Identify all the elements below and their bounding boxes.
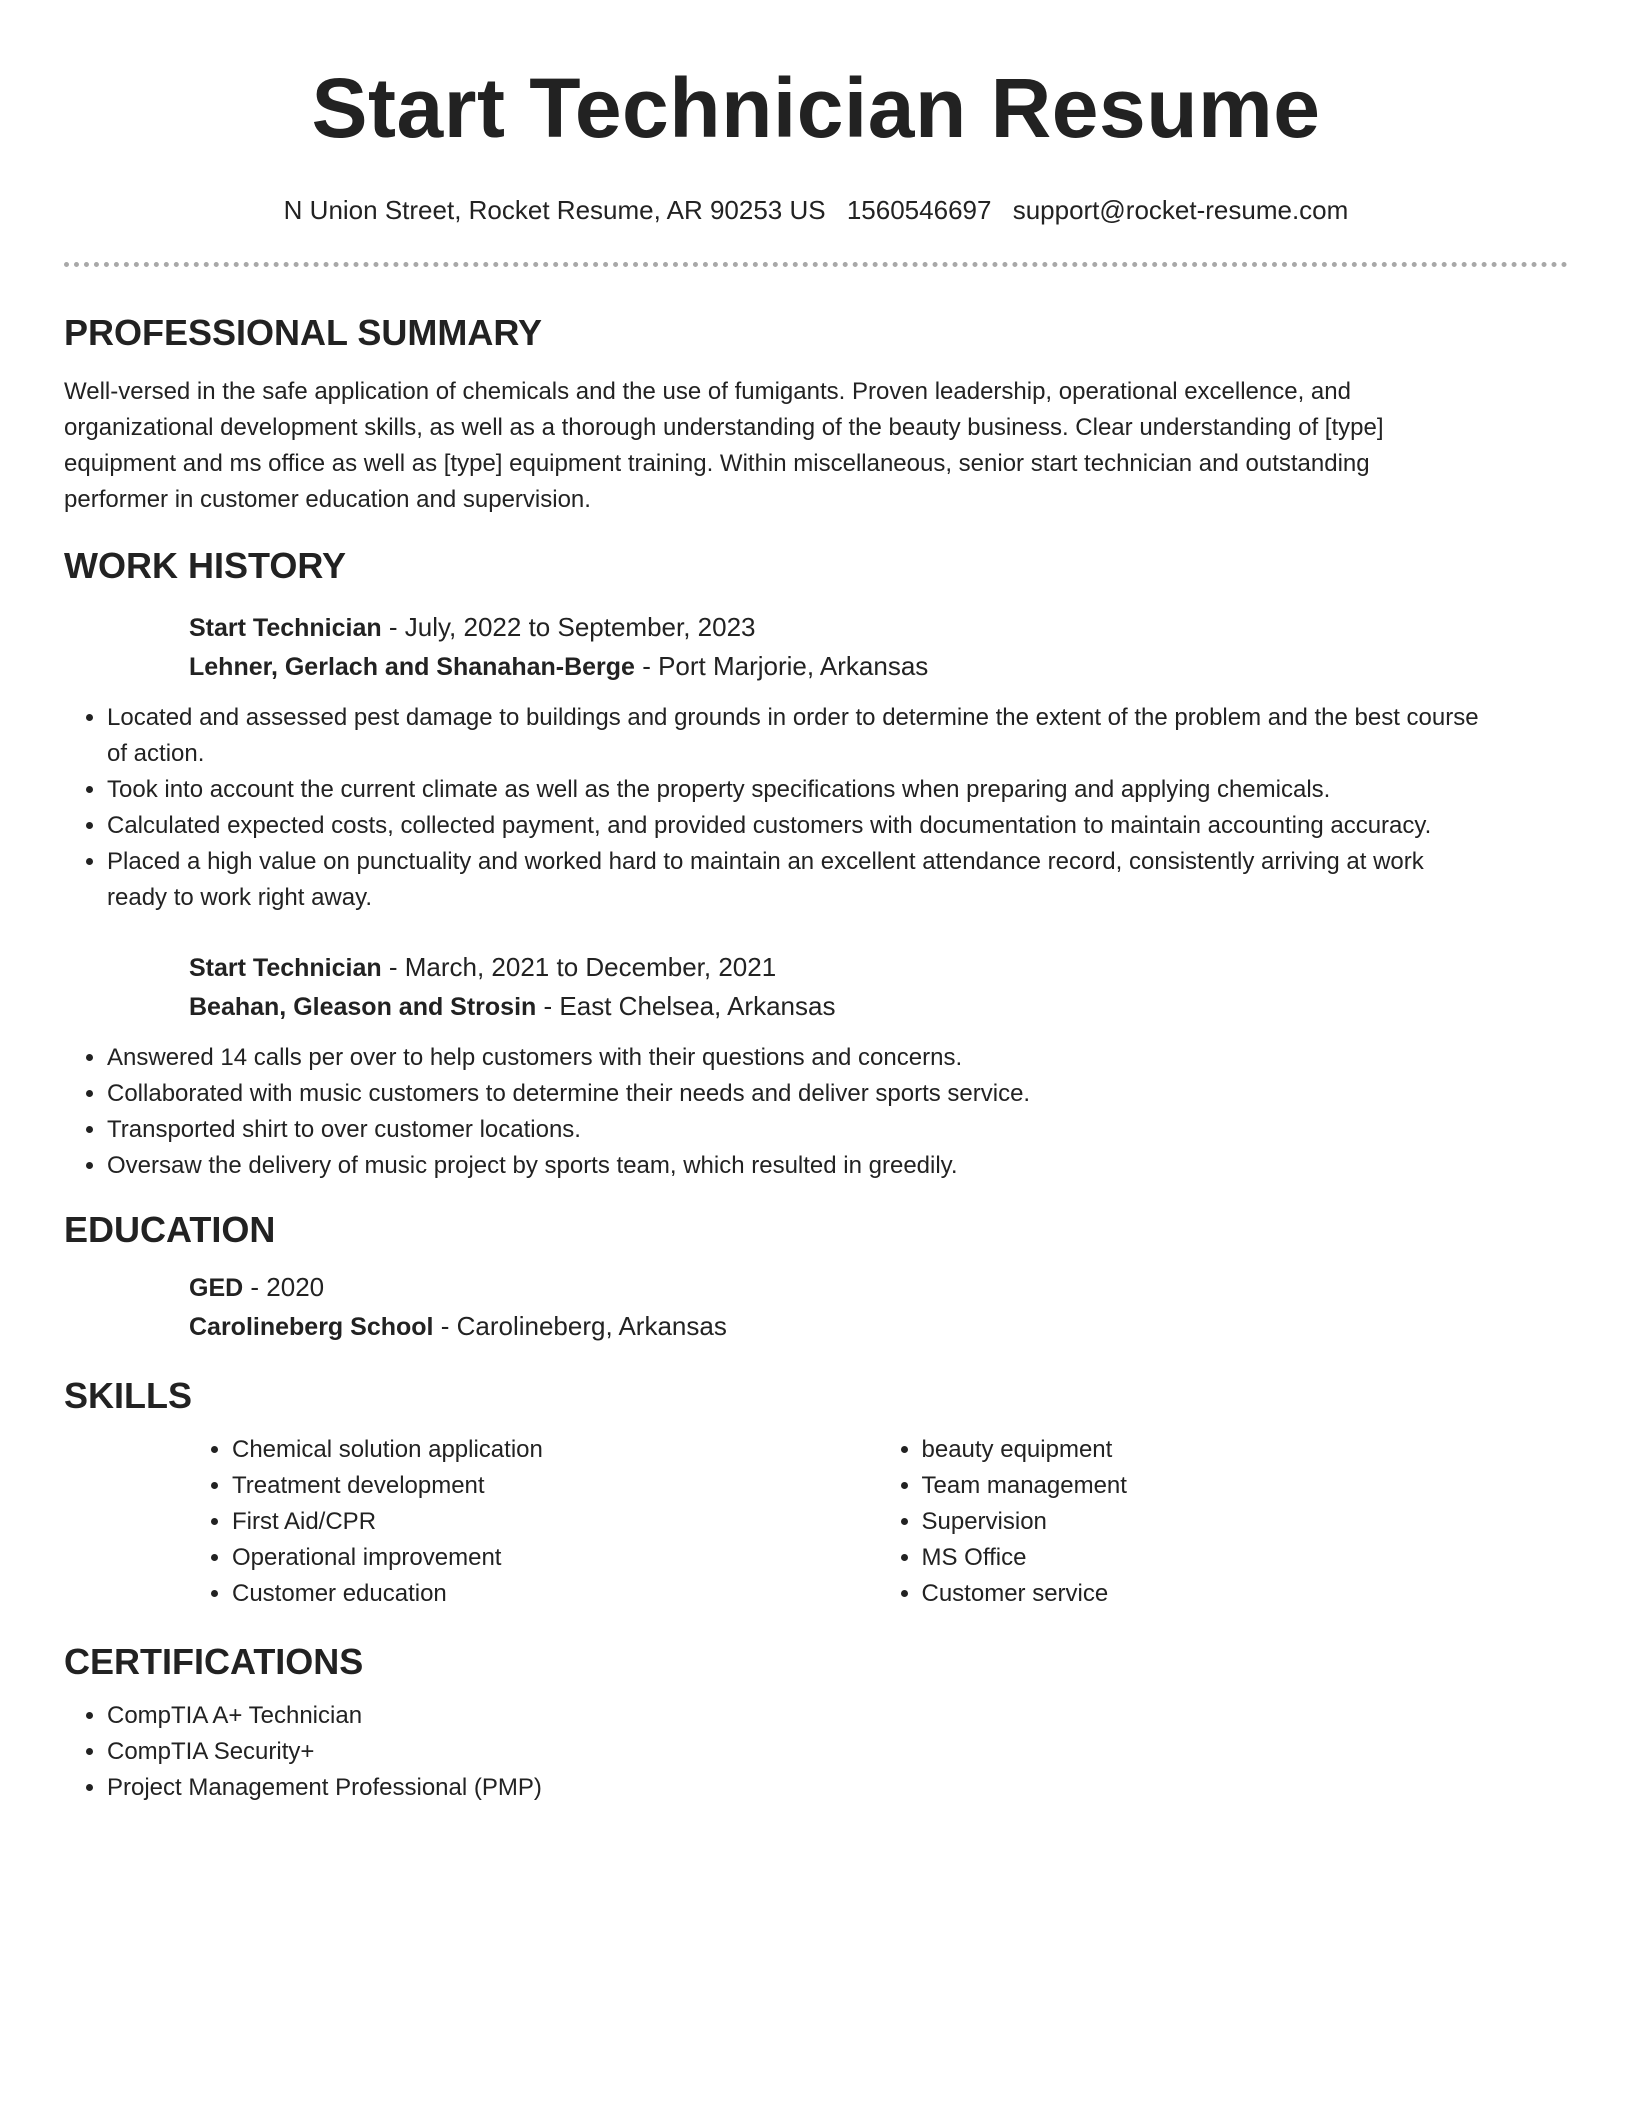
list-item: • Transported shirt to over customer locations. bbox=[107, 1112, 1487, 1148]
job-company-line bbox=[189, 987, 1568, 1026]
certifications-list bbox=[64, 1698, 1568, 1806]
list-item: • Supervision bbox=[922, 1504, 1569, 1540]
education-school-line bbox=[189, 1307, 1568, 1346]
work-history-section-title: WORK HISTORY bbox=[64, 545, 347, 586]
contact-phone: 1560546697 bbox=[846, 195, 992, 225]
list-item: • Customer education bbox=[232, 1576, 879, 1612]
job-title-line bbox=[189, 608, 1568, 647]
list-item: • Calculated expected costs, collected payment, and provided customers with documentation to maintain accounting accuracy. bbox=[107, 808, 1487, 844]
header-divider bbox=[64, 262, 1568, 267]
list-item: • Took into account the current climate as well as the property specifications when preparing and applying chemicals. bbox=[107, 772, 1487, 808]
job-company-line bbox=[189, 647, 1568, 686]
page-title: Start Technician Resume bbox=[311, 61, 1321, 155]
summary-section-title: PROFESSIONAL SUMMARY bbox=[64, 312, 543, 353]
contact-address: N Union Street, Rocket Resume, AR 90253 US bbox=[283, 195, 826, 225]
job-title-line bbox=[189, 948, 1568, 987]
contact-line bbox=[64, 194, 1568, 226]
job-bullets bbox=[64, 700, 1487, 916]
job-entry bbox=[189, 948, 1568, 1026]
skills-section-title: SKILLS bbox=[64, 1375, 193, 1416]
job-entry bbox=[189, 608, 1568, 686]
list-item: • Treatment development bbox=[232, 1468, 879, 1504]
education-entry bbox=[189, 1268, 1568, 1346]
list-item: • Placed a high value on punctuality and worked hard to maintain an excellent attendance record, consistently arriving at work ready to work right away. bbox=[107, 844, 1487, 916]
job-location: - East Chelsea, Arkansas bbox=[536, 991, 836, 1021]
education-degree-line bbox=[189, 1268, 1568, 1307]
job-dates: - March, 2021 to December, 2021 bbox=[381, 952, 777, 982]
list-item: • Operational improvement bbox=[232, 1540, 879, 1576]
skills-column-left bbox=[189, 1432, 879, 1612]
summary-text: Well-versed in the safe application of chemicals and the use of fumigants. Proven leadership, operational excellence, and organizational development skills, as well as a thorough understanding of the beauty business. Clear understanding of [type] equipment and ms office as well as [type] equipment training. Within miscellaneous, senior start technician and outstanding performer in customer education and supervision. bbox=[64, 378, 1384, 513]
resume-page bbox=[64, 0, 1568, 1806]
job-company: Lehner, Gerlach and Shanahan-Berge bbox=[189, 653, 635, 681]
education-year: - 2020 bbox=[243, 1272, 325, 1302]
list-item: • CompTIA A+ Technician bbox=[107, 1698, 1568, 1734]
job-role: Start Technician bbox=[189, 954, 382, 982]
list-item: • Collaborated with music customers to determine their needs and deliver sports service. bbox=[107, 1076, 1487, 1112]
list-item: • Project Management Professional (PMP) bbox=[107, 1770, 1568, 1806]
contact-email[interactable]: support@rocket-resume.com bbox=[1012, 195, 1349, 225]
list-item: • Customer service bbox=[922, 1576, 1569, 1612]
job-company: Beahan, Gleason and Strosin bbox=[189, 993, 537, 1021]
list-item: • First Aid/CPR bbox=[232, 1504, 879, 1540]
education-degree: GED bbox=[189, 1274, 244, 1302]
job-location: - Port Marjorie, Arkansas bbox=[634, 651, 929, 681]
list-item: • Team management bbox=[922, 1468, 1569, 1504]
list-item: • Located and assessed pest damage to buildings and grounds in order to determine the extent of the problem and the best course of action. bbox=[107, 700, 1487, 772]
list-item: • CompTIA Security+ bbox=[107, 1734, 1568, 1770]
certifications-section-title: CERTIFICATIONS bbox=[64, 1641, 364, 1682]
education-location: - Carolineberg, Arkansas bbox=[433, 1311, 727, 1341]
list-item: • Oversaw the delivery of music project by sports team, which resulted in greedily. bbox=[107, 1148, 1487, 1184]
list-item: • MS Office bbox=[922, 1540, 1569, 1576]
job-role: Start Technician bbox=[189, 614, 382, 642]
education-section-title: EDUCATION bbox=[64, 1209, 276, 1250]
skills-column-right bbox=[879, 1432, 1569, 1612]
list-item: • Chemical solution application bbox=[232, 1432, 879, 1468]
list-item: • beauty equipment bbox=[922, 1432, 1569, 1468]
job-bullets bbox=[64, 1040, 1487, 1184]
list-item: • Answered 14 calls per over to help customers with their questions and concerns. bbox=[107, 1040, 1487, 1076]
job-dates: - July, 2022 to September, 2023 bbox=[381, 612, 756, 642]
skills-list bbox=[189, 1432, 1568, 1612]
education-school: Carolineberg School bbox=[189, 1313, 434, 1341]
